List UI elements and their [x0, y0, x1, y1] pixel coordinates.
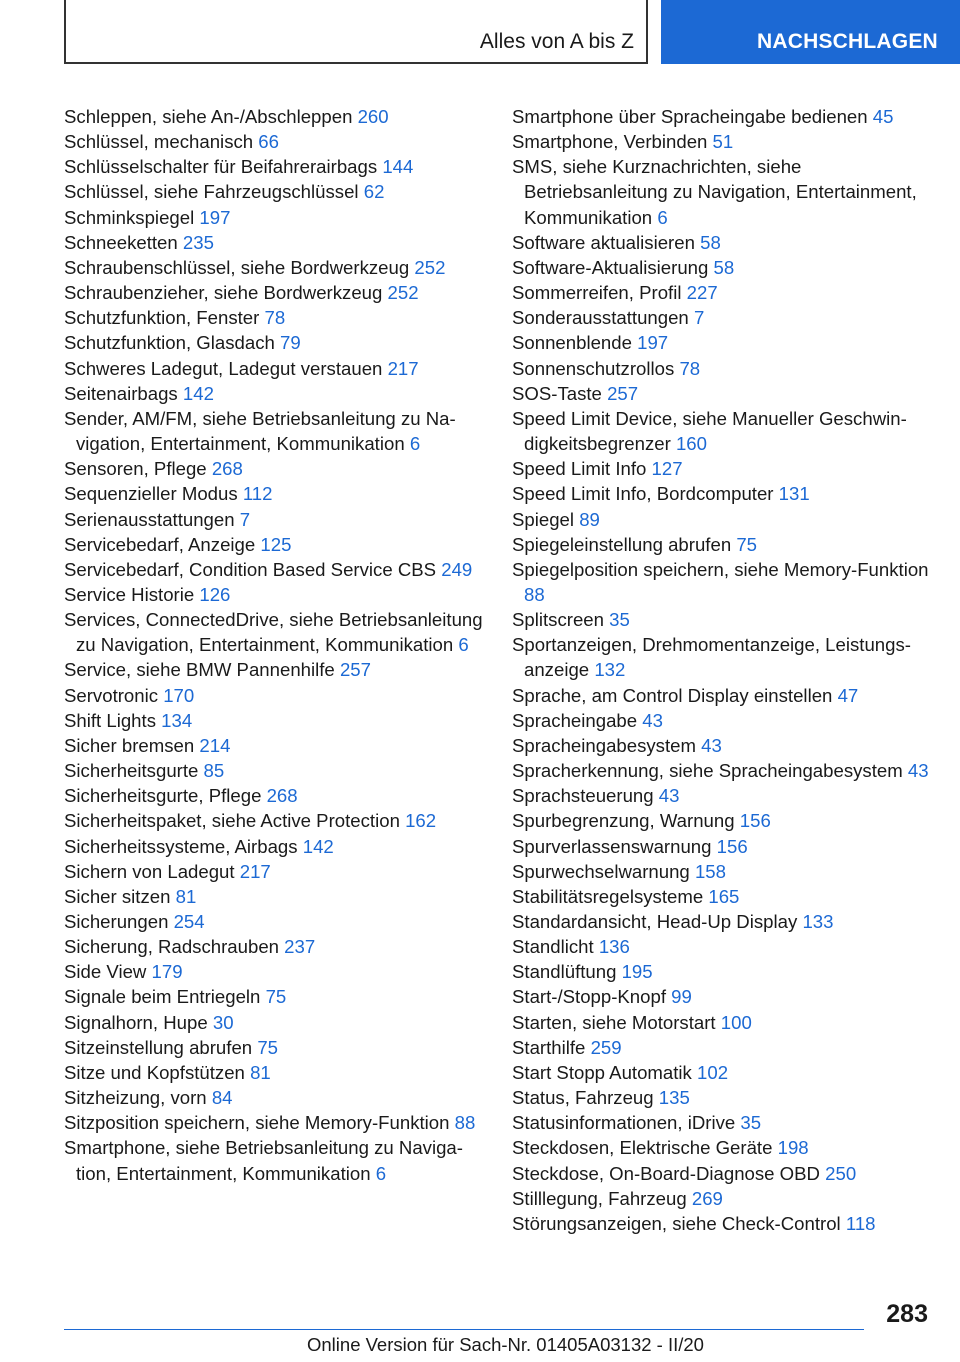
- index-entry-term: Speed Limit Device, siehe Manueller Geschwindigkeitsbegrenzer: [512, 407, 907, 455]
- index-entry-term: Sicherheitssysteme, Airbags: [64, 835, 298, 857]
- index-entry-page-link[interactable]: 47: [837, 684, 859, 706]
- index-entry-term: Software aktualisieren: [512, 231, 695, 253]
- index-entry-term: Sicher sitzen: [64, 885, 171, 907]
- index-entry: [512, 456, 932, 481]
- index-entry: [512, 884, 932, 909]
- index-entry: [64, 230, 489, 255]
- index-entry-term: Services, ConnectedDrive, siehe Betriebsanleitung zu Navigation, Entertainment, Kommunikation: [64, 609, 483, 656]
- index-entry-term: Spiegeleinstellung abrufen: [512, 533, 732, 555]
- index-entry-term: Schutzfunktion, Fenster: [64, 307, 260, 329]
- index-entry-page-link[interactable]: 227: [686, 282, 718, 304]
- index-entry: [64, 607, 489, 657]
- index-entry: [64, 1110, 489, 1135]
- index-entry-term: Stabilitätsregelsysteme: [512, 885, 704, 907]
- index-entry-term: Sprachsteuerung: [512, 785, 654, 807]
- index-entry: [512, 959, 932, 984]
- index-entry-page-link[interactable]: 257: [339, 659, 371, 681]
- index-entry-term: SMS, siehe Kurznachrichten, siehe Betriebsanleitung zu Navigation, Entertainment, Kommunikation: [512, 156, 917, 228]
- index-entry-page-link[interactable]: 112: [242, 483, 273, 505]
- index-entry: [512, 532, 932, 557]
- index-entry: [512, 632, 932, 682]
- index-entry: [64, 808, 489, 833]
- index-entry-term: Signalhorn, Hupe: [64, 1011, 208, 1033]
- index-entry: [64, 834, 489, 859]
- index-entry: [512, 1085, 932, 1110]
- index-entry: [512, 305, 932, 330]
- index-entry-page-link[interactable]: 51: [712, 131, 734, 153]
- index-entry: [512, 733, 932, 758]
- index-entry-term: Service, siehe BMW Pannenhilfe: [64, 659, 335, 681]
- index-entry-page-link[interactable]: 6: [657, 206, 668, 228]
- index-entry: [64, 1085, 489, 1110]
- index-entry-term: SOS-Taste: [512, 382, 602, 404]
- index-entry-page-link[interactable]: 252: [414, 256, 446, 278]
- index-entry-page-link[interactable]: 268: [211, 458, 243, 480]
- index-entry-term: Spurverlassenswarnung: [512, 835, 712, 857]
- index-entry-page-link[interactable]: 78: [679, 357, 701, 379]
- index-entry: [512, 507, 932, 532]
- index-entry-term: Steckdose, On-Board-Diagnose OBD: [512, 1162, 820, 1184]
- index-entry-term: Software-Aktualisierung: [512, 256, 709, 278]
- index-entry-page-link[interactable]: 89: [579, 508, 600, 530]
- index-entry-term: Schlüssel, siehe Fahrzeugschlüssel: [64, 181, 359, 203]
- index-entry-page-link[interactable]: 214: [199, 734, 231, 756]
- index-entry: [64, 582, 489, 607]
- index-entry: [64, 381, 489, 406]
- index-entry-page-link[interactable]: 158: [694, 860, 726, 882]
- index-entry: [64, 708, 489, 733]
- index-entry-page-link[interactable]: 217: [387, 357, 419, 379]
- index-entry: [64, 507, 489, 532]
- index-entry-page-link[interactable]: 45: [872, 106, 894, 127]
- index-entry-term: Spiegel: [512, 508, 575, 530]
- index-entry-page-link[interactable]: 6: [375, 1162, 387, 1184]
- index-entry-term: Starten, siehe Motorstart: [512, 1011, 716, 1033]
- index-entry-page-link[interactable]: 75: [265, 986, 287, 1008]
- index-entry-term: Splitscreen: [512, 609, 604, 631]
- index-entry-term: Schleppen, siehe An-/Abschleppen: [64, 106, 353, 127]
- index-entry-term: Sommerreifen, Profil: [512, 282, 682, 304]
- index-entry-term: Servicebedarf, Condition Based Service CBS: [64, 558, 437, 580]
- index-entry: [64, 683, 489, 708]
- index-entry-page-link[interactable]: 100: [720, 1011, 752, 1033]
- index-column-left: [64, 104, 489, 1186]
- index-entry: [64, 330, 489, 355]
- footer-divider: [64, 1329, 864, 1330]
- chapter-tab[interactable]: NACHSCHLAGEN: [661, 0, 960, 64]
- index-entry: [64, 758, 489, 783]
- index-entry-page-link[interactable]: 131: [778, 483, 810, 505]
- index-entry: [64, 783, 489, 808]
- index-entry: [64, 129, 489, 154]
- index-entry: [64, 1135, 489, 1185]
- index-entry: [512, 607, 932, 632]
- index-entry-page-link[interactable]: 237: [284, 936, 316, 958]
- index-entry-page-link[interactable]: 162: [405, 810, 437, 832]
- index-entry: [512, 356, 932, 381]
- index-entry: [512, 1035, 932, 1060]
- index-entry-page-link[interactable]: 268: [266, 785, 298, 807]
- index-entry-term: Schweres Ladegut, Ladegut verstauen: [64, 357, 383, 379]
- index-entry-page-link[interactable]: 160: [675, 433, 707, 455]
- index-entry-term: Sicher bremsen: [64, 734, 195, 756]
- index-entry-page-link[interactable]: 43: [701, 734, 722, 756]
- index-entry: [64, 859, 489, 884]
- index-entry: [512, 683, 932, 708]
- index-entry-page-link[interactable]: 127: [651, 458, 683, 480]
- index-entry: [64, 1010, 489, 1035]
- index-entry-term: Smartphone über Spracheingabe bedienen: [512, 106, 868, 127]
- index-entry: [512, 255, 932, 280]
- index-entry-page-link[interactable]: 249: [441, 558, 473, 580]
- index-entry-term: Servotronic: [64, 684, 159, 706]
- index-column-right: [512, 104, 932, 1236]
- index-entry: [64, 1060, 489, 1085]
- index-entry: [512, 1060, 932, 1085]
- index-entry: [64, 456, 489, 481]
- index-entry-page-link[interactable]: 35: [740, 1112, 762, 1134]
- index-entry: [64, 481, 489, 506]
- index-entry-page-link[interactable]: 6: [409, 433, 421, 455]
- index-entry-page-link[interactable]: 118: [845, 1212, 876, 1234]
- index-entry: [64, 959, 489, 984]
- index-entry-term: Service Historie: [64, 583, 195, 605]
- index-entry-term: Speed Limit Info: [512, 458, 647, 480]
- index-entry-term: Seitenairbags: [64, 382, 178, 404]
- index-entry-page-link[interactable]: 259: [590, 1036, 622, 1058]
- index-entry: [512, 758, 932, 783]
- section-title: Alles von A bis Z: [479, 30, 634, 53]
- index-entry: [64, 557, 489, 582]
- index-entry-page-link[interactable]: 78: [264, 307, 286, 329]
- index-entry-page-link[interactable]: 156: [739, 810, 771, 832]
- index-entry: [512, 104, 932, 129]
- index-entry: [512, 481, 932, 506]
- index-entry-term: Störungsanzeigen, siehe Check-Control: [512, 1212, 841, 1234]
- index-entry-page-link[interactable]: 35: [609, 609, 630, 631]
- index-entry: [64, 1035, 489, 1060]
- index-entry-page-link[interactable]: 156: [716, 835, 748, 857]
- index-entry: [512, 1186, 932, 1211]
- index-entry-term: Signale beim Entriegeln: [64, 986, 261, 1008]
- index-entry-term: Spracheingabesystem: [512, 734, 696, 756]
- index-entry-page-link[interactable]: 136: [598, 936, 630, 958]
- index-entry-page-link[interactable]: 81: [250, 1061, 271, 1083]
- index-entry-page-link[interactable]: 165: [708, 885, 740, 907]
- index-entry: [64, 356, 489, 381]
- index-entry-term: Steckdosen, Elektrische Geräte: [512, 1137, 773, 1159]
- index-entry-page-link[interactable]: 134: [161, 709, 193, 731]
- index-entry: [64, 733, 489, 758]
- index-entry-term: Sensoren, Pflege: [64, 458, 207, 480]
- index-entry-page-link[interactable]: 144: [382, 156, 414, 178]
- index-entry-page-link[interactable]: 43: [642, 709, 663, 731]
- index-entry-page-link[interactable]: 43: [907, 760, 929, 782]
- index-entry: [512, 280, 932, 305]
- index-entry: [512, 909, 932, 934]
- index-entry-page-link[interactable]: 84: [211, 1087, 233, 1109]
- index-entry-term: Sonderausstattungen: [512, 307, 689, 329]
- index-entry-page-link[interactable]: 58: [700, 231, 721, 253]
- index-entry: [512, 154, 932, 229]
- footer-version: Online Version für Sach-Nr. 01405A03132 - II/20: [307, 1334, 704, 1355]
- index-entry: [512, 1110, 932, 1135]
- index-entry-term: Sicherungen: [64, 911, 169, 932]
- index-entry-term: Speed Limit Info, Bordcomputer: [512, 483, 774, 505]
- index-entry: [512, 1161, 932, 1186]
- index-entry-page-link[interactable]: 66: [258, 131, 279, 153]
- index-entry: [512, 808, 932, 833]
- index-entry: [64, 984, 489, 1009]
- index-entry: [512, 708, 932, 733]
- index-entry: [64, 280, 489, 305]
- index-entry-term: Schlüsselschalter für Beifahrerairbags: [64, 156, 378, 178]
- index-entry-term: Schutzfunktion, Glasdach: [64, 332, 275, 354]
- index-entry: [512, 834, 932, 859]
- index-entry-page-link[interactable]: 30: [212, 1011, 234, 1033]
- index-entry: [512, 1135, 932, 1160]
- index-entry-page-link[interactable]: 126: [199, 583, 231, 605]
- index-entry-term: Smartphone, siehe Betriebsanleitung zu Navigation, Entertainment, Kommunikation: [64, 1137, 463, 1184]
- index-entry-page-link[interactable]: 75: [736, 533, 758, 555]
- index-entry-term: Sicherung, Radschrauben: [64, 936, 279, 958]
- index-entry-page-link[interactable]: 75: [257, 1036, 278, 1058]
- index-entry: [64, 532, 489, 557]
- index-entry-page-link[interactable]: 170: [163, 684, 195, 706]
- index-entry-page-link[interactable]: 7: [239, 508, 251, 530]
- index-entry-page-link[interactable]: 254: [173, 911, 205, 932]
- index-entry-term: Sitzeinstellung abrufen: [64, 1036, 253, 1058]
- index-entry-page-link[interactable]: 195: [621, 961, 653, 983]
- index-entry-term: Schraubenzieher, siehe Bordwerkzeug: [64, 282, 383, 304]
- index-entry-page-link[interactable]: 260: [357, 106, 389, 127]
- index-entry-term: Sitzposition speichern, siehe Memory-Funktion: [64, 1112, 450, 1134]
- index-entry: [512, 381, 932, 406]
- index-entry-term: Sicherheitsgurte: [64, 760, 199, 782]
- index-entry: [64, 934, 489, 959]
- index-entry-term: Sichern von Ladegut: [64, 860, 235, 882]
- index-entry-page-link[interactable]: 142: [182, 382, 214, 404]
- index-entry: [64, 154, 489, 179]
- index-entry-page-link[interactable]: 79: [280, 332, 301, 354]
- index-entry-term: Sonnenschutzrollos: [512, 357, 675, 379]
- index-entry-page-link[interactable]: 125: [260, 533, 292, 555]
- index-entry-page-link[interactable]: 197: [199, 206, 231, 228]
- index-entry-page-link[interactable]: 88: [454, 1112, 476, 1134]
- index-entry-page-link[interactable]: 269: [691, 1187, 723, 1209]
- index-entry: [512, 406, 932, 456]
- index-entry-term: Side View: [64, 961, 147, 983]
- index-entry: [512, 859, 932, 884]
- index-entry-term: Spracheingabe: [512, 709, 638, 731]
- index-entry-page-link[interactable]: 198: [777, 1137, 809, 1159]
- index-entry-page-link[interactable]: 88: [524, 583, 545, 605]
- index-entry-term: Start Stopp Automatik: [512, 1061, 692, 1083]
- index-entry-term: Sonnenblende: [512, 332, 632, 354]
- index-entry: [64, 406, 489, 456]
- index-entry-term: Sprache, am Control Display einstellen: [512, 684, 833, 706]
- index-entry-term: Sicherheitspaket, siehe Active Protection: [64, 810, 400, 832]
- index-entry-term: Sitze und Kopfstützen: [64, 1061, 245, 1083]
- index-entry-term: Start-/Stopp-Knopf: [512, 986, 666, 1008]
- index-entry-term: Shift Lights: [64, 709, 156, 731]
- index-entry-page-link[interactable]: 217: [239, 860, 271, 882]
- index-entry-page-link[interactable]: 7: [693, 307, 705, 329]
- index-entry-term: Spurwechselwarnung: [512, 860, 690, 882]
- index-entry-page-link[interactable]: 81: [175, 885, 197, 907]
- index-entry-term: Standlicht: [512, 936, 594, 958]
- index-entry-term: Schlüssel, mechanisch: [64, 131, 254, 153]
- index-entry-term: Statusinformationen, iDrive: [512, 1112, 736, 1134]
- index-entry-page-link[interactable]: 197: [637, 332, 669, 354]
- index-entry: [512, 783, 932, 808]
- index-entry: [64, 909, 489, 934]
- index-entry-page-link[interactable]: 6: [458, 634, 469, 656]
- index-entry: [64, 657, 489, 682]
- index-entry-term: Sitzheizung, vorn: [64, 1087, 207, 1109]
- index-entry-term: Sequenzieller Modus: [64, 483, 238, 505]
- index-entry: [64, 205, 489, 230]
- index-entry: [512, 129, 932, 154]
- index-entry-term: Standlüftung: [512, 961, 617, 983]
- index-entry-term: Standardansicht, Head-Up Display: [512, 911, 798, 932]
- index-entry-page-link[interactable]: 135: [658, 1087, 690, 1109]
- index-entry-term: Schminkspiegel: [64, 206, 195, 228]
- index-entry-term: Sicherheitsgurte, Pflege: [64, 785, 262, 807]
- index-entry: [64, 179, 489, 204]
- index-entry-page-link[interactable]: 252: [387, 282, 419, 304]
- index-entry: [512, 230, 932, 255]
- index-entry-page-link[interactable]: 102: [697, 1061, 729, 1083]
- index-entry: [512, 984, 932, 1009]
- index-entry-term: Status, Fahrzeug: [512, 1087, 654, 1109]
- index-entry: [64, 255, 489, 280]
- index-entry-page-link[interactable]: 99: [671, 986, 692, 1008]
- index-entry-page-link[interactable]: 85: [203, 760, 225, 782]
- index-entry-page-link[interactable]: 62: [363, 181, 385, 203]
- index-entry: [512, 934, 932, 959]
- index-entry-term: Sportanzeigen, Drehmomentanzeige, Leistungsanzeige: [512, 634, 911, 681]
- index-entry-page-link[interactable]: 132: [594, 659, 626, 681]
- index-entry-page-link[interactable]: 257: [607, 382, 639, 404]
- index-entry-term: Sender, AM/FM, siehe Betriebsanleitung zu Navigation, Entertainment, Kommunikation: [64, 407, 456, 455]
- index-entry: [64, 305, 489, 330]
- index-entry-page-link[interactable]: 133: [802, 911, 834, 932]
- index-entry: [512, 1010, 932, 1035]
- index-entry-term: Servicebedarf, Anzeige: [64, 533, 256, 555]
- index-entry-page-link[interactable]: 142: [302, 835, 334, 857]
- index-entry-term: Schneeketten: [64, 231, 178, 253]
- page-number: 283: [886, 1300, 928, 1328]
- index-entry-term: Starthilfe: [512, 1036, 586, 1058]
- index-entry-page-link[interactable]: 235: [182, 231, 214, 253]
- index-entry-page-link[interactable]: 250: [825, 1162, 857, 1184]
- index-entry-term: Schraubenschlüssel, siehe Bordwerkzeug: [64, 256, 410, 278]
- index-entry: [64, 884, 489, 909]
- index-entry: [512, 330, 932, 355]
- index-entry-page-link[interactable]: 179: [151, 961, 183, 983]
- index-entry-term: Spurbegrenzung, Warnung: [512, 810, 735, 832]
- index-entry-term: Stilllegung, Fahrzeug: [512, 1187, 687, 1209]
- index-entry-term: Smartphone, Verbinden: [512, 131, 708, 153]
- index-entry: [64, 104, 489, 129]
- index-entry-page-link[interactable]: 58: [713, 256, 735, 278]
- index-entry: [512, 1211, 932, 1236]
- index-entry-page-link[interactable]: 43: [658, 785, 680, 807]
- index-entry-term: Spiegelposition speichern, siehe Memory-Funktion: [512, 558, 929, 580]
- index-entry-term: Spracherkennung, siehe Spracheingabesystem: [512, 760, 903, 782]
- index-entry-term: Serienausstattungen: [64, 508, 235, 530]
- index-entry: [512, 557, 932, 607]
